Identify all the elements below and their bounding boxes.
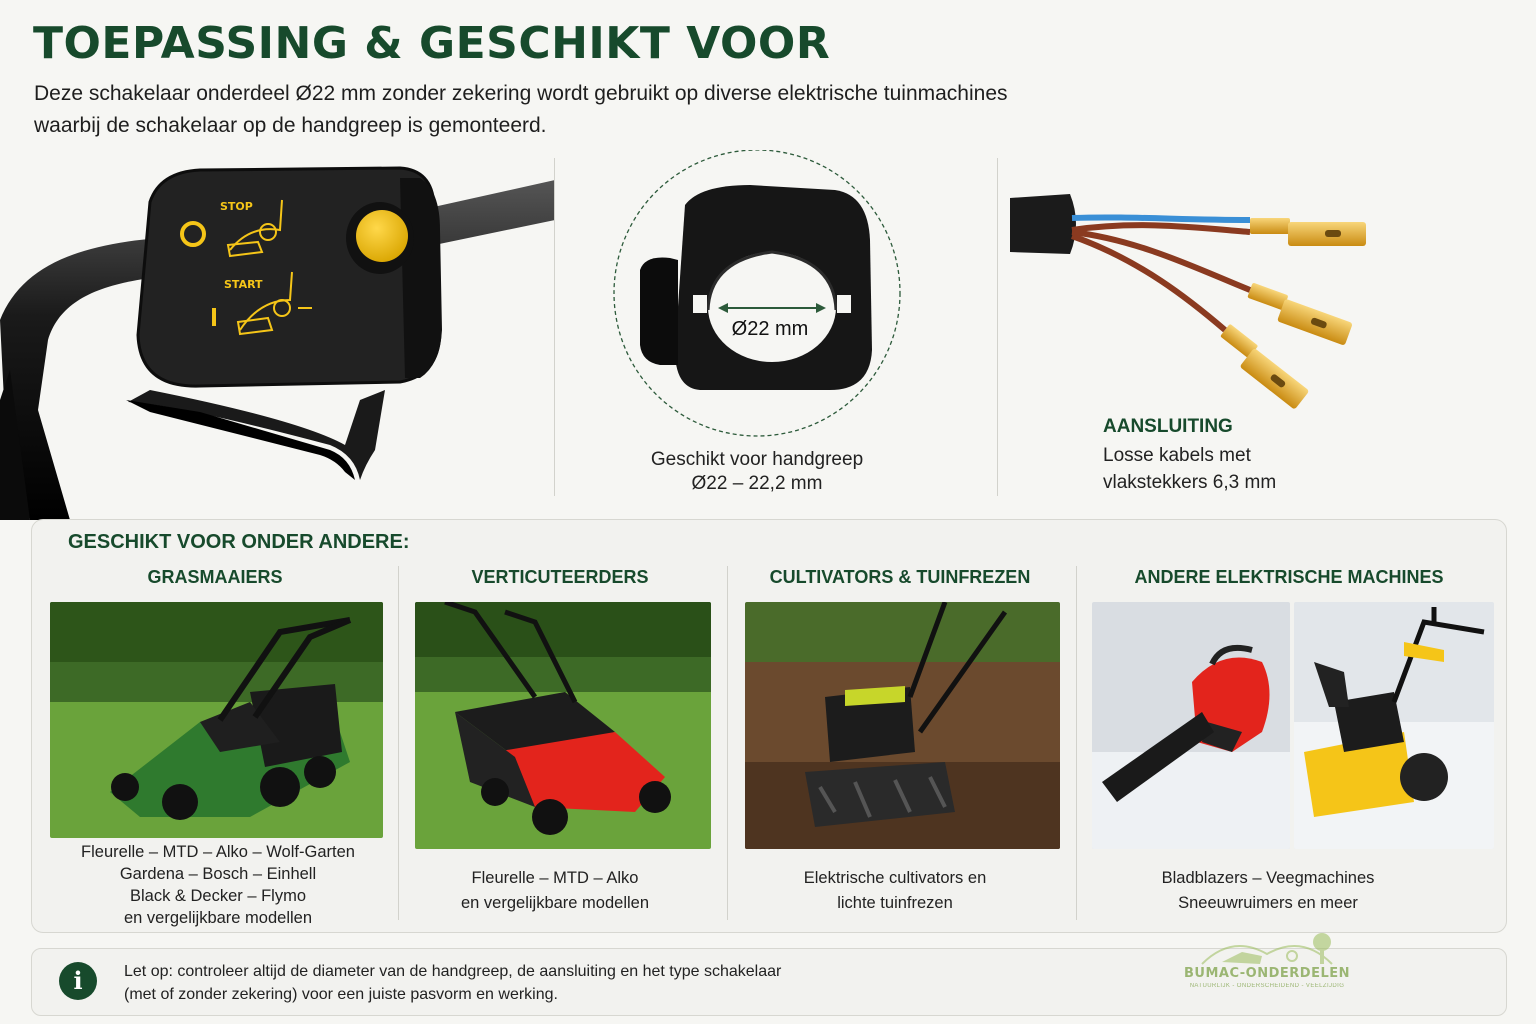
cable-illustration (1000, 180, 1380, 420)
handle-caption: Geschikt voor handgreep Ø22 – 22,2 mm (650, 449, 864, 494)
snow-blower-photo (1294, 602, 1494, 849)
stop-label: STOP (220, 200, 253, 213)
flat-connector (1243, 282, 1354, 345)
scarifier-photo (415, 602, 711, 849)
diameter-label: Ø22 mm (731, 318, 809, 340)
category-title-scarifiers: VERTICUTEERDERS (471, 567, 649, 587)
divider (398, 566, 399, 920)
divider (1076, 566, 1077, 920)
divider (997, 158, 998, 496)
switch-illustration (0, 150, 555, 520)
category-text-cultivators: Elektrische cultivators en lichte tuinfrezen (803, 869, 987, 912)
intro-text: Deze schakelaar onderdeel Ø22 mm zonder zekering wordt gebruikt op diverse elektrische tuinmachines waarbij de schakelaar op de handgreep is gemonteerd. (34, 82, 1008, 137)
category-text-other-machines: Bladblazers – Veegmachines Sneeuwruimers en meer (1161, 869, 1375, 912)
flat-connector (1250, 218, 1366, 246)
category-text-lawnmowers: Fleurelle – MTD – Alko – Wolf-Garten Gardena – Bosch – Einhell Black & Decker – Flymo en vergelijkbare modellen (81, 843, 355, 927)
logo-name: BUMAC-ONDERDELEN (1183, 966, 1351, 981)
bumac-logo-icon (1172, 924, 1362, 1004)
category-title-cultivators: CULTIVATORS & TUINFREZEN (769, 567, 1031, 587)
info-icon: i (59, 962, 97, 1000)
suitable-heading: GESCHIKT VOOR ONDER ANDERE: (68, 531, 410, 553)
connection-text: Losse kabels met vlakstekkers 6,3 mm (1103, 445, 1277, 493)
note-text: Let op: controleer altijd de diameter van de handgreep, de aansluiting en het type schakelaar (met of zonder zekering) voor een juiste pasvorm en werking. (124, 963, 782, 1003)
category-title-other-machines: ANDERE ELEKTRISCHE MACHINES (1134, 567, 1444, 587)
handle-clamp-illustration (600, 150, 940, 450)
divider (727, 566, 728, 920)
start-label: START (224, 278, 263, 291)
flat-connector (1213, 324, 1312, 410)
yellow-push-button (356, 210, 408, 262)
connection-title: AANSLUITING (1103, 416, 1233, 437)
cultivator-photo (745, 602, 1060, 849)
leaf-blower-photo (1092, 602, 1290, 849)
divider (554, 158, 555, 496)
page-title: TOEPASSING & GESCHIKT VOOR (33, 18, 831, 69)
category-title-lawnmowers: GRASMAAIERS (147, 567, 283, 587)
lawnmower-photo (50, 602, 383, 838)
category-text-scarifiers: Fleurelle – MTD – Alko en vergelijkbare modellen (460, 869, 650, 912)
logo-tagline: NATUURLIJK - ONDERSCHEIDEND - VEELZIJDIG (1189, 983, 1345, 989)
